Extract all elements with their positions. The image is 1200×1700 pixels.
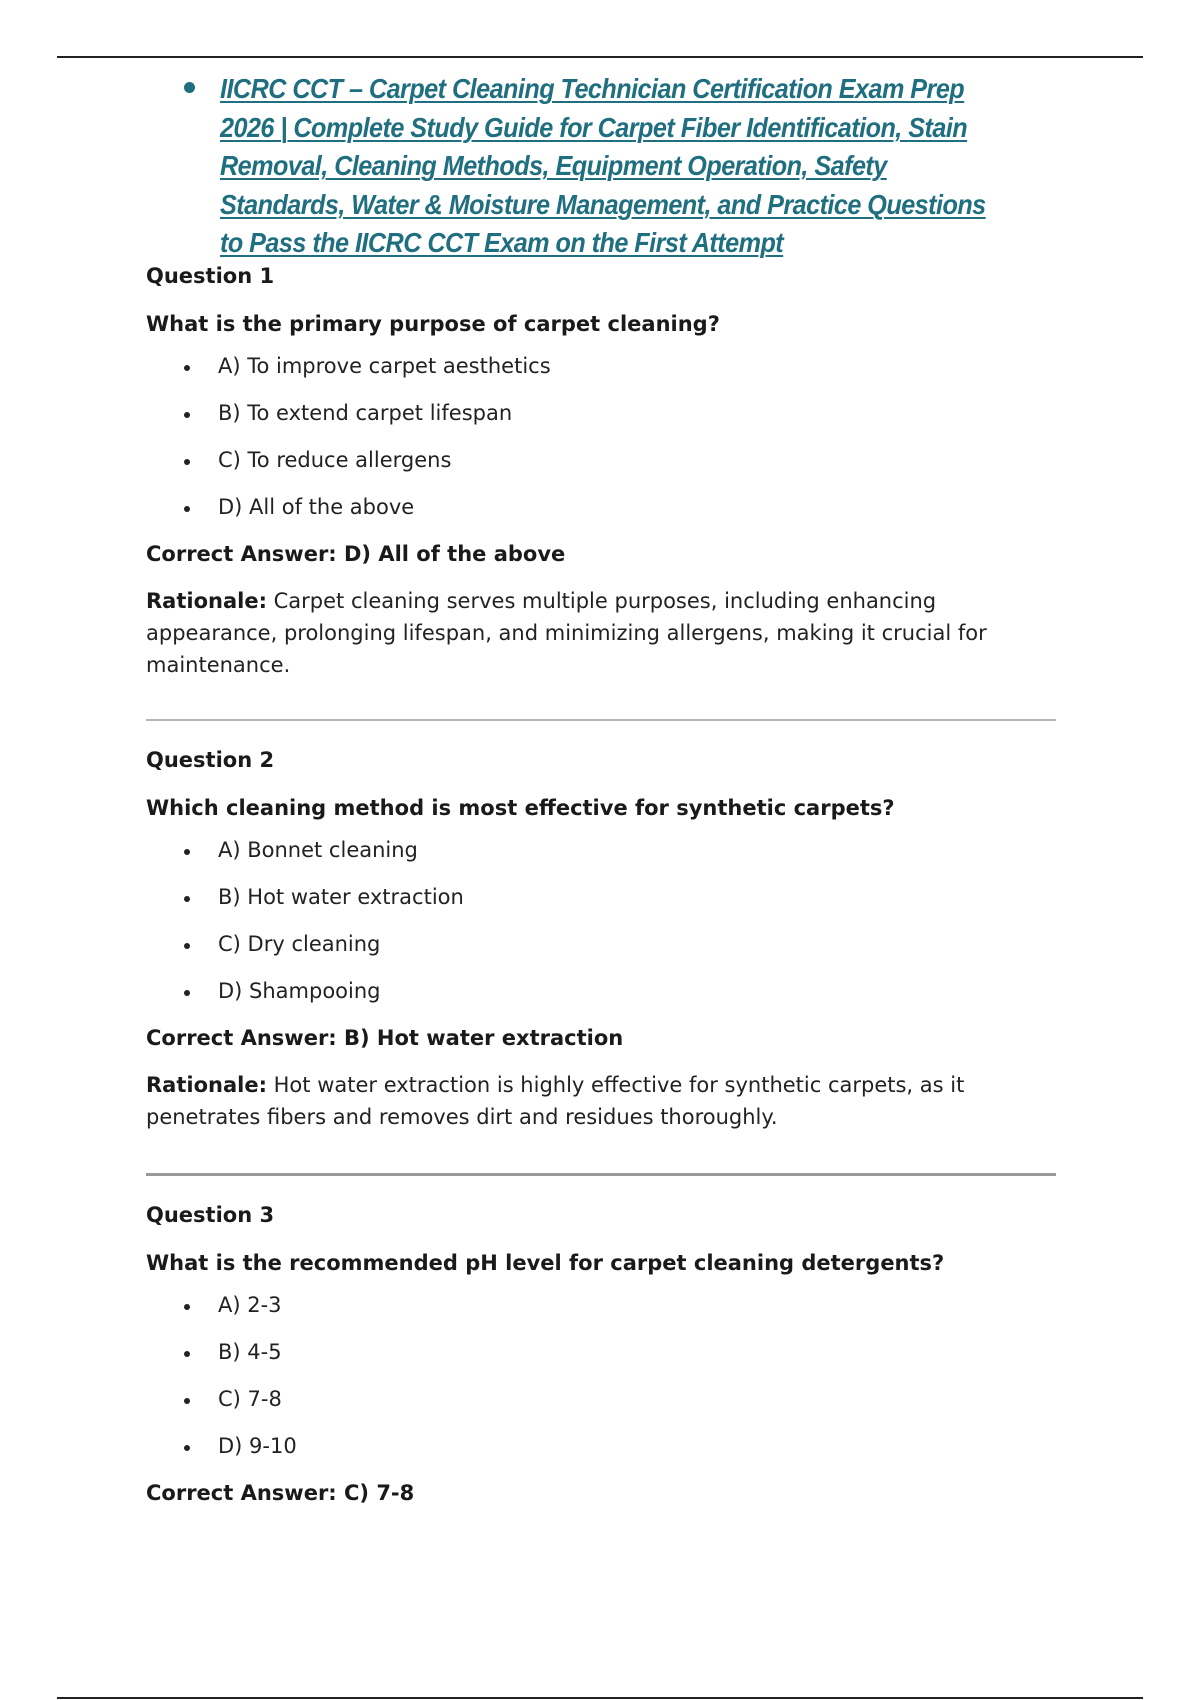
bullet-icon — [184, 1304, 190, 1310]
bullet-icon — [184, 412, 190, 418]
rationale-text: Carpet cleaning serves multiple purposes, including enhancing appearance, prolonging lifespan, and minimizing allergens, making it crucial for maintenance. — [146, 589, 987, 677]
option-label: D) All of the above — [218, 495, 415, 519]
rationale — [146, 1069, 1056, 1133]
option-label: A) To improve carpet aesthetics — [218, 354, 551, 378]
rationale-text: Hot water extraction is highly effective for synthetic carpets, as it penetrates fibers and removes dirt and residues thoroughly. — [146, 1073, 965, 1129]
rationale — [146, 585, 1056, 681]
option-label: D) Shampooing — [218, 979, 381, 1003]
question-3 — [146, 1202, 1056, 1506]
option-list — [146, 1292, 1056, 1459]
option-label: B) To extend carpet lifespan — [218, 401, 513, 425]
bullet-icon — [184, 1398, 190, 1404]
correct-answer: Correct Answer: C) 7-8 — [146, 1481, 415, 1505]
option-label: C) To reduce allergens — [218, 448, 452, 472]
bullet-icon — [184, 896, 190, 902]
option-b — [146, 400, 1056, 426]
question-content — [146, 263, 1056, 1524]
bullet-icon — [184, 506, 190, 512]
question-text: Which cleaning method is most effective for synthetic carpets? — [146, 796, 895, 820]
option-list — [146, 353, 1056, 520]
question-text: What is the primary purpose of carpet cleaning? — [146, 312, 720, 336]
option-label: C) Dry cleaning — [218, 932, 381, 956]
option-a — [146, 837, 1056, 863]
bullet-icon — [184, 82, 195, 93]
option-label: C) 7-8 — [218, 1387, 282, 1411]
question-1 — [146, 263, 1056, 681]
title-item — [180, 70, 1060, 263]
title-list — [180, 70, 1060, 263]
question-text: What is the recommended pH level for carpet cleaning detergents? — [146, 1251, 945, 1275]
option-d — [146, 494, 1056, 520]
option-d — [146, 978, 1056, 1004]
option-label: D) 9-10 — [218, 1434, 297, 1458]
option-label: B) 4-5 — [218, 1340, 282, 1364]
bullet-icon — [184, 990, 190, 996]
option-label: B) Hot water extraction — [218, 885, 464, 909]
question-label: Question 3 — [146, 1203, 275, 1227]
bullet-icon — [184, 365, 190, 371]
option-a — [146, 353, 1056, 379]
top-rule — [57, 56, 1143, 58]
bullet-icon — [184, 943, 190, 949]
option-c — [146, 1386, 1056, 1412]
bullet-icon — [184, 849, 190, 855]
option-c — [146, 447, 1056, 473]
question-label: Question 2 — [146, 748, 275, 772]
option-list — [146, 837, 1056, 1004]
section-divider — [146, 719, 1056, 721]
option-d — [146, 1433, 1056, 1459]
bullet-icon — [184, 459, 190, 465]
rationale-label: Rationale: — [146, 1073, 267, 1097]
option-b — [146, 1339, 1056, 1365]
document-title-link[interactable]: IICRC CCT – Carpet Cleaning Technician Certification Exam Prep 2026 | Complete Study Guide for Carpet Fiber Identification, Stain Removal, Cleaning Methods, Equipment Operation, Safety Standards, Water & Moisture Management, and Practice Questions to Pass the IICRC CCT Exam on the First Attempt — [220, 73, 986, 258]
correct-answer: Correct Answer: B) Hot water extraction — [146, 1026, 624, 1050]
bullet-icon — [184, 1445, 190, 1451]
bullet-icon — [184, 1351, 190, 1357]
option-b — [146, 884, 1056, 910]
bottom-rule — [57, 1697, 1143, 1699]
correct-answer: Correct Answer: D) All of the above — [146, 542, 566, 566]
option-a — [146, 1292, 1056, 1318]
option-label: A) 2-3 — [218, 1293, 282, 1317]
option-label: A) Bonnet cleaning — [218, 838, 418, 862]
question-label: Question 1 — [146, 264, 275, 288]
option-c — [146, 931, 1056, 957]
rationale-label: Rationale: — [146, 589, 267, 613]
question-2 — [146, 747, 1056, 1133]
section-divider — [146, 1173, 1056, 1176]
